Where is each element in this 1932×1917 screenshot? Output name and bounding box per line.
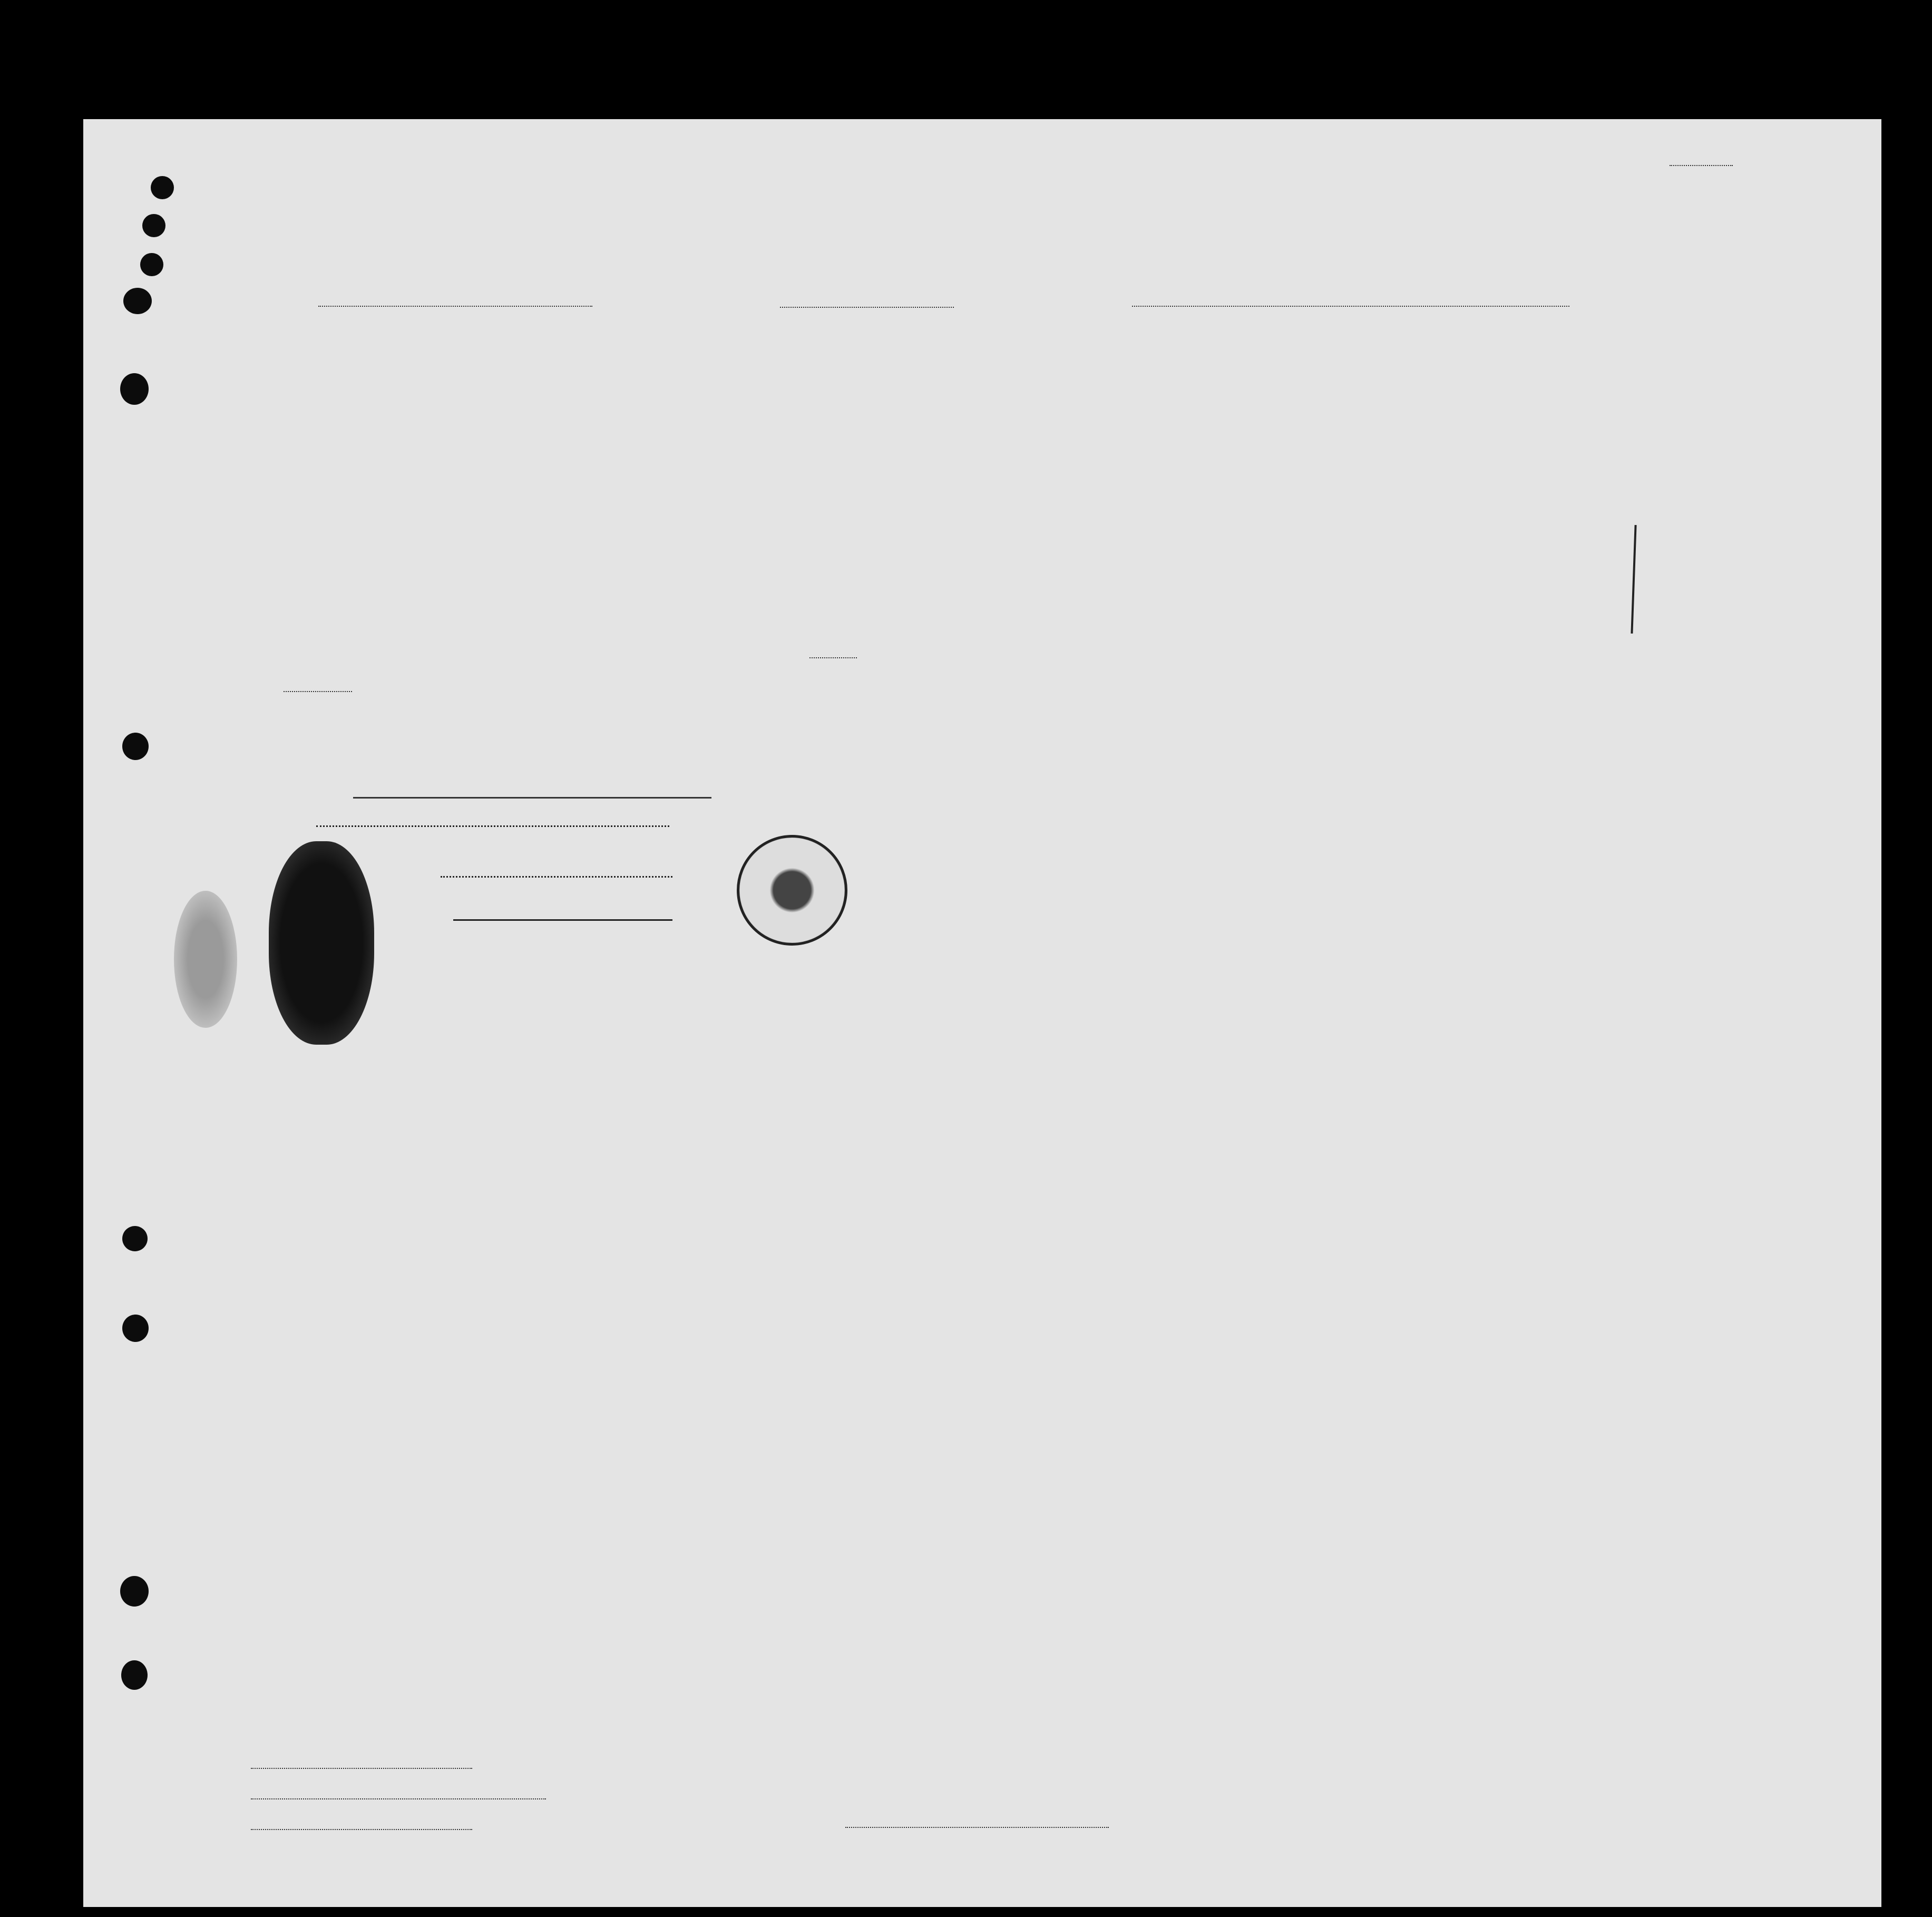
journey-underline — [353, 797, 711, 799]
seal-impression — [174, 891, 237, 1028]
owners-value — [251, 1798, 546, 1799]
fee-stamp-seal — [737, 835, 847, 946]
consulate-line-1 — [284, 681, 352, 696]
line-value — [251, 1768, 472, 1769]
service-number — [284, 691, 352, 692]
closed-line — [809, 645, 857, 663]
embossed-seal — [269, 841, 374, 1045]
agents-value — [251, 1829, 472, 1830]
date-line — [453, 919, 672, 921]
crew-count — [809, 657, 857, 658]
consul-line — [441, 876, 672, 878]
inspector-line — [845, 1827, 1109, 1828]
via-line — [316, 825, 669, 827]
